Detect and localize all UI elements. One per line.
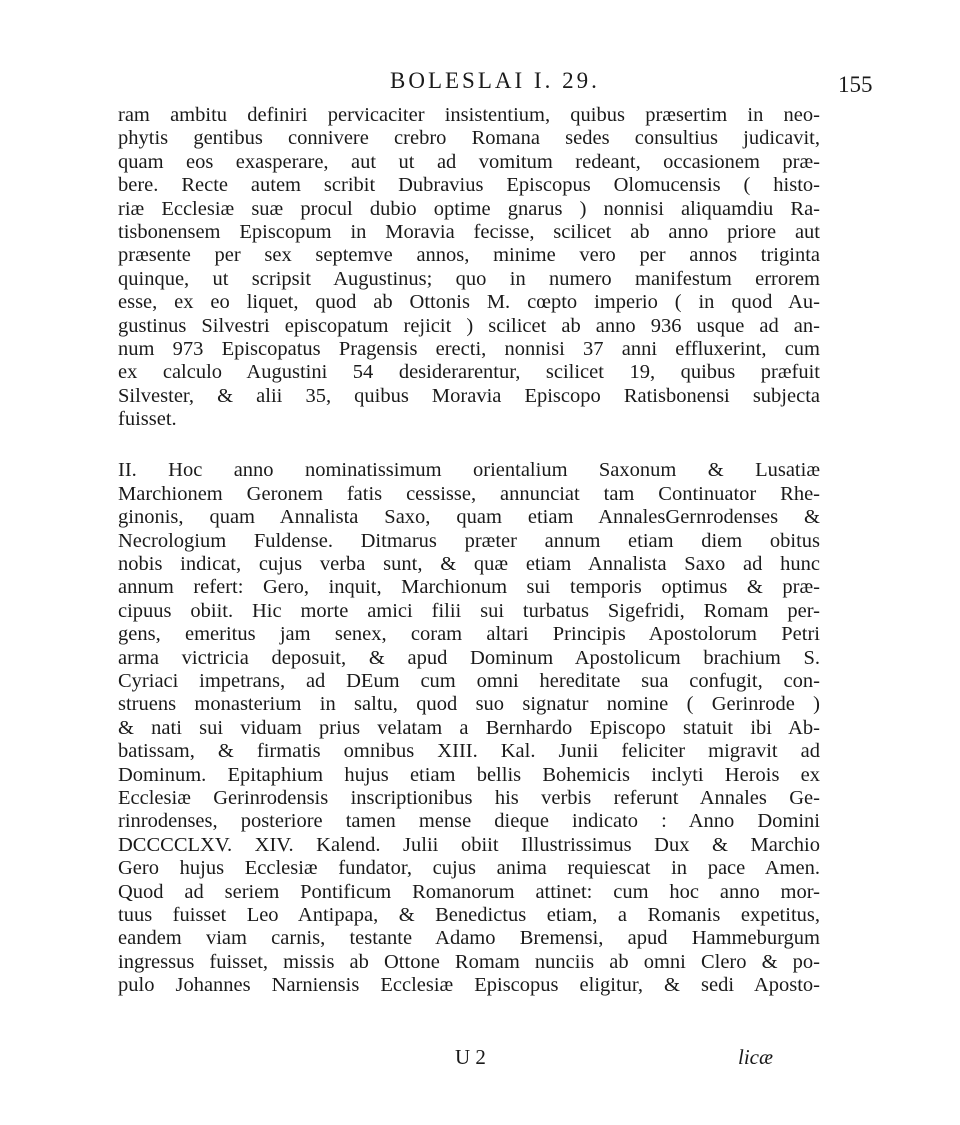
paragraph-gap bbox=[118, 431, 820, 459]
running-title: BOLESLAI I. 29. bbox=[390, 68, 600, 93]
running-head bbox=[0, 68, 960, 102]
text-line: pulo Johannes Narniensis Ecclesiæ Episcopus eligitur, & sedi Aposto- bbox=[118, 974, 820, 997]
text-line: II. Hoc anno nominatissimum orientalium Saxonum & Lusatiæ bbox=[118, 459, 820, 482]
text-line: Necrologium Fuldense. Ditmarus præter annum etiam diem obitus bbox=[118, 529, 820, 552]
text-line: Gero hujus Ecclesiæ fundator, cujus anima requiescat in pace Amen. bbox=[118, 857, 820, 880]
text-line: ginonis, quam Annalista Saxo, quam etiam AnnalesGernrodenses & bbox=[118, 506, 820, 529]
paragraph-1 bbox=[118, 104, 820, 431]
text-line: DCCCCLXV. XIV. Kalend. Julii obiit Illustrissimus Dux & Marchio bbox=[118, 833, 820, 856]
text-line: gens, emeritus jam senex, coram altari Principis Apostolorum Petri bbox=[118, 623, 820, 646]
text-line: Cyriaci impetrans, ad DEum cum omni hereditate sua confugit, con- bbox=[118, 669, 820, 692]
text-line: tisbonensem Episcopum in Moravia fecisse, scilicet ab anno priore aut bbox=[118, 220, 820, 243]
text-line: fuisset. bbox=[118, 408, 177, 431]
text-line: præsente per sex septemve annos, minime vero per annos triginta bbox=[118, 244, 820, 267]
text-line: phytis gentibus connivere crebro Romana sedes consultius judicavit, bbox=[118, 127, 820, 150]
text-line: cipuus obiit. Hic morte amici filii sui turbatus Sigefridi, Romam per- bbox=[118, 599, 820, 622]
text-line: Quod ad seriem Pontificum Romanorum attinet: cum hoc anno mor- bbox=[118, 880, 820, 903]
page-number: 155 bbox=[838, 72, 873, 97]
paragraph-2 bbox=[118, 459, 820, 997]
catchword: licæ bbox=[738, 1045, 773, 1069]
text-line: tuus fuisset Leo Antipapa, & Benedictus etiam, a Romanis expetitus, bbox=[118, 903, 820, 926]
text-line: num 973 Episcopatus Pragensis erecti, nonnisi 37 anni effluxerint, cum bbox=[118, 337, 820, 360]
text-line: ram ambitu definiri pervicaciter insistentium, quibus præsertim in neo- bbox=[118, 104, 820, 126]
text-line: rinrodenses, posteriore tamen mense dieque indicato : Anno Domini bbox=[118, 810, 820, 833]
text-line: nobis indicat, cujus verba sunt, & quæ etiam Annalista Saxo ad hunc bbox=[118, 553, 820, 576]
text-line: esse, ex eo liquet, quod ab Ottonis M. cœpto imperio ( in quod Au- bbox=[118, 291, 820, 314]
body-text bbox=[118, 104, 820, 997]
text-line: struens monasterium in saltu, quod suo signatur nomine ( Gerinrode ) bbox=[118, 693, 820, 716]
text-line: annum refert: Gero, inquit, Marchionum sui temporis optimus & præ- bbox=[118, 576, 820, 599]
text-line: gustinus Silvestri episcopatum rejicit ) scilicet ab anno 936 usque ad an- bbox=[118, 314, 820, 337]
signature-mark: U 2 bbox=[455, 1045, 486, 1069]
text-line: ingressus fuisset, missis ab Ottone Romam nunciis ab omni Clero & po- bbox=[118, 950, 820, 973]
text-line: bere. Recte autem scribit Dubravius Episcopus Olomucensis ( histo- bbox=[118, 174, 820, 197]
text-line: eandem viam carnis, testante Adamo Bremensi, apud Hammeburgum bbox=[118, 927, 820, 950]
text-line: riæ Ecclesiæ suæ procul dubio optime gnarus ) nonnisi aliquamdiu Ra- bbox=[118, 197, 820, 220]
text-line: arma victricia deposuit, & apud Dominum Apostolicum brachium S. bbox=[118, 646, 820, 669]
text-line: & nati sui viduam prius velatam a Bernhardo Episcopo statuit ibi Ab- bbox=[118, 716, 820, 739]
text-line: Marchionem Geronem fatis cessisse, annunciat tam Continuator Rhe- bbox=[118, 482, 820, 505]
text-line: quam eos exasperare, aut ut ad vomitum redeant, occasionem præ- bbox=[118, 150, 820, 173]
text-line: ex calculo Augustini 54 desiderarentur, scilicet 19, quibus præfuit bbox=[118, 361, 820, 384]
text-line: Ecclesiæ Gerinrodensis inscriptionibus his verbis referunt Annales Ge- bbox=[118, 786, 820, 809]
text-line: batissam, & firmatis omnibus XIII. Kal. Junii feliciter migravit ad bbox=[118, 740, 820, 763]
text-line: Silvester, & alii 35, quibus Moravia Episcopo Ratisbonensi subjecta bbox=[118, 384, 820, 407]
text-line: Dominum. Epitaphium hujus etiam bellis Bohemicis inclyti Herois ex bbox=[118, 763, 820, 786]
text-line: quinque, ut scripsit Augustinus; quo in numero manifestum errorem bbox=[118, 267, 820, 290]
